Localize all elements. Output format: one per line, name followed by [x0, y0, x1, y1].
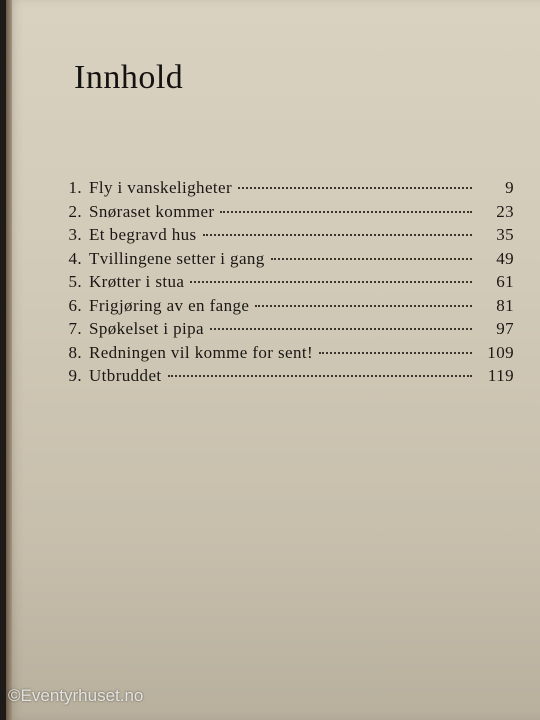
toc-entry	[54, 343, 514, 367]
toc-entry-title: Utbruddet	[89, 366, 162, 385]
toc-entry-title: Tvillingene setter i gang	[89, 248, 265, 268]
dot-leader	[190, 281, 472, 283]
toc-entry-number: 1.	[68, 178, 82, 197]
toc-entry-page: 9	[505, 178, 514, 197]
toc-entry-number: 4.	[68, 248, 82, 268]
table-of-contents	[54, 178, 514, 390]
toc-entry	[54, 249, 514, 273]
dot-leader	[255, 305, 472, 307]
dot-leader	[203, 234, 472, 236]
watermark: ©Eventyrhuset.no	[8, 686, 144, 705]
book-page	[6, 0, 540, 720]
toc-entry	[54, 202, 514, 226]
toc-entry-title: Et begravd hus	[89, 225, 197, 244]
toc-entry-page: 61	[496, 272, 514, 291]
dot-leader	[238, 187, 472, 189]
toc-entry	[54, 225, 514, 249]
toc-entry	[54, 366, 514, 390]
toc-entry-title: Redningen vil komme for sent!	[89, 342, 314, 362]
toc-entry	[54, 178, 514, 202]
toc-entry-page: 109	[487, 342, 514, 362]
dot-leader	[168, 375, 472, 377]
dot-leader	[271, 258, 472, 260]
page-title: Innhold	[74, 59, 184, 96]
toc-entry-number: 2.	[68, 201, 82, 221]
toc-entry-page: 81	[496, 295, 514, 315]
toc-entry-page: 23	[496, 201, 514, 221]
toc-entry-number: 6.	[68, 295, 82, 315]
toc-entry	[54, 272, 514, 296]
toc-entry-title: Frigjøring av en fange	[89, 295, 250, 315]
toc-entry-page: 119	[487, 366, 514, 385]
toc-entry	[54, 319, 514, 343]
toc-entry-number: 5.	[68, 272, 82, 291]
toc-entry-page: 49	[496, 248, 514, 268]
toc-entry-page: 97	[496, 319, 514, 338]
toc-entry-number: 9.	[68, 366, 82, 385]
dot-leader	[210, 328, 472, 330]
toc-entry-title: Spøkelset i pipa	[89, 319, 204, 338]
toc-entry-number: 3.	[68, 225, 82, 244]
toc-entry-page: 35	[496, 225, 514, 244]
page-spine-edge	[6, 0, 12, 720]
toc-entry-number: 8.	[68, 342, 82, 362]
toc-entry-number: 7.	[68, 319, 82, 338]
toc-entry	[54, 296, 514, 320]
toc-entry-title: Krøtter i stua	[89, 272, 185, 291]
toc-entry-title: Snøraset kommer	[89, 201, 215, 221]
toc-entry-title: Fly i vanskeligheter	[89, 178, 233, 197]
dot-leader	[319, 352, 472, 354]
dot-leader	[220, 211, 472, 213]
